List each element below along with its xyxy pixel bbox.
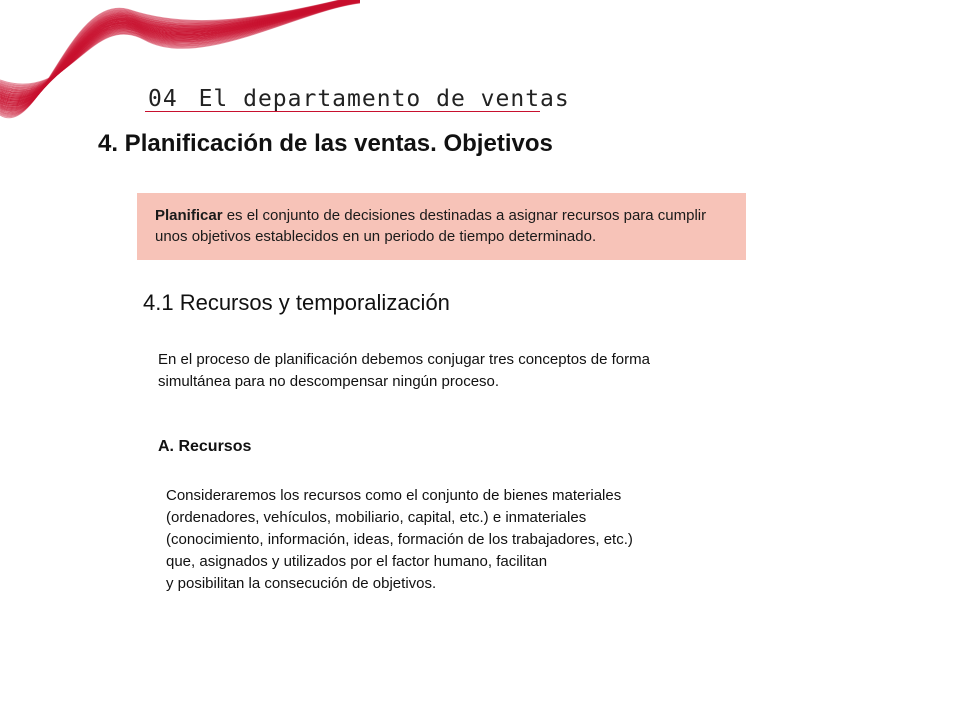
section-heading-recursos: A. Recursos — [158, 438, 252, 455]
chapter-number: 04 — [148, 86, 178, 112]
intro-line: En el proceso de planificación debemos conjugar tres conceptos de forma — [158, 351, 650, 368]
definition-text — [155, 205, 735, 247]
chapter-underline — [145, 111, 540, 112]
definition-term: Planificar — [155, 207, 223, 224]
recursos-line: (conocimiento, información, ideas, formación de los trabajadores, etc.) — [166, 531, 633, 548]
chapter-title: El departamento de ventas — [198, 86, 570, 112]
recursos-line: Consideraremos los recursos como el conjunto de bienes materiales — [166, 487, 622, 504]
intro-line: simultánea para no descompensar ningún proceso. — [158, 373, 500, 390]
recursos-line: y posibilitan la consecución de objetivos. — [166, 575, 437, 592]
recursos-paragraph — [166, 485, 806, 595]
section-subtitle: 4.1 Recursos y temporalización — [143, 290, 450, 315]
chapter-heading — [148, 86, 570, 112]
page-title: 4. Planificación de las ventas. Objetivos — [98, 130, 553, 157]
intro-paragraph — [158, 349, 798, 393]
definition-line-1: es el conjunto de decisiones destinadas a asignar recursos para cumplir — [222, 207, 707, 224]
recursos-line: (ordenadores, vehículos, mobiliario, capital, etc.) e inmateriales — [166, 509, 587, 526]
definition-line-2: unos objetivos establecidos en un periodo de tiempo determinado. — [155, 228, 597, 245]
recursos-line: que, asignados y utilizados por el factor humano, facilitan — [166, 553, 548, 570]
definition-box — [137, 193, 746, 260]
